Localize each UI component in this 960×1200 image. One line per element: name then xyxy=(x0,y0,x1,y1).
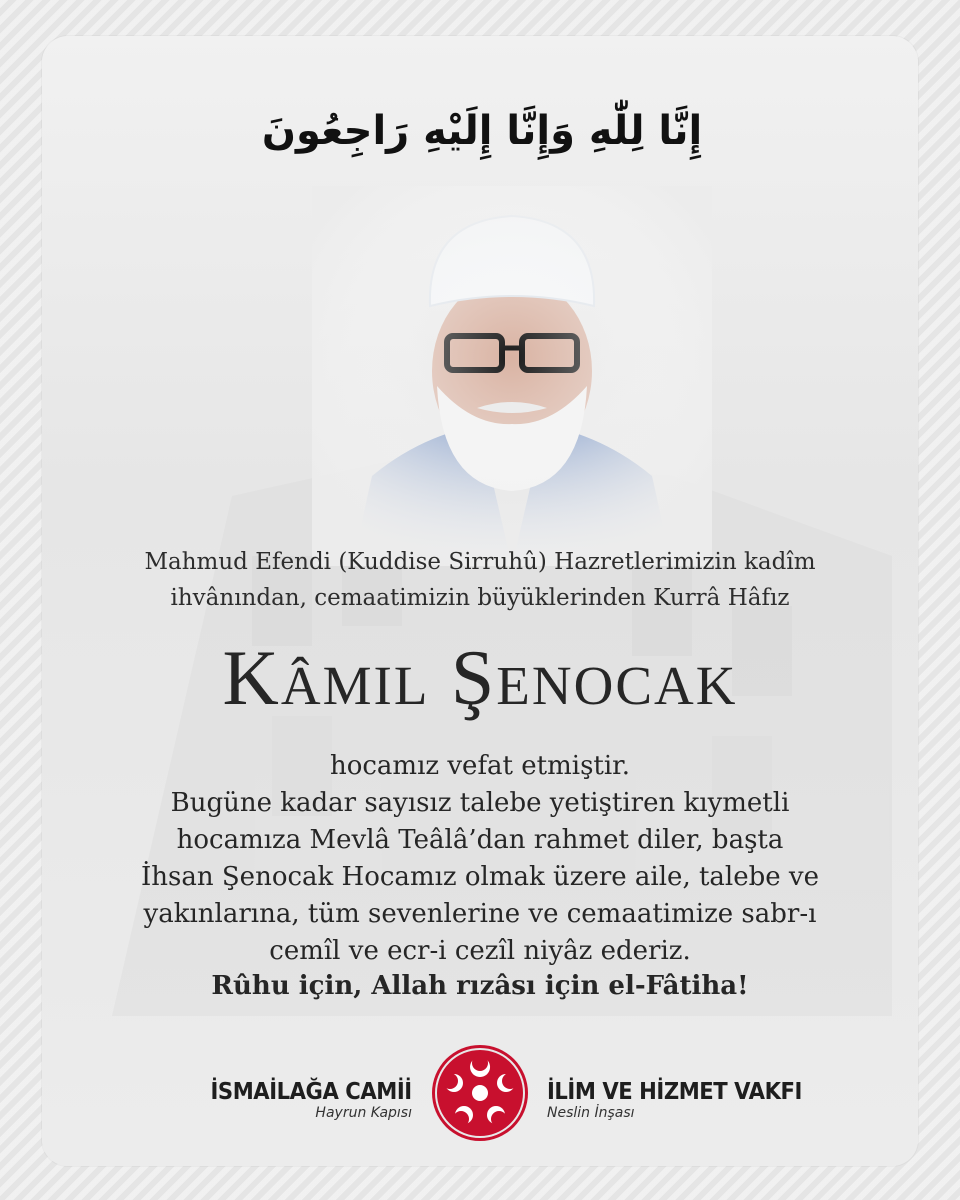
crescent-circle-logo-icon xyxy=(430,1043,530,1143)
body-line-1: hocamız vefat etmiştir. xyxy=(329,751,631,781)
body-line-3: hocamıza Mevlâ Teâlâ’dan rahmet diler, başta xyxy=(176,825,784,855)
footer-org-right xyxy=(547,1079,867,1121)
intro-line-1: Mahmud Efendi (Kuddise Sirruhû) Hazretlerimizin kadîm xyxy=(144,549,816,575)
body-line-4: İhsan Şenocak Hocamız olmak üzere aile, talebe ve xyxy=(141,862,819,892)
org-left-name: İSMAİLAĞA CAMİİ xyxy=(210,1079,412,1105)
org-left-tagline: Hayrun Kapısı xyxy=(315,1105,412,1121)
footer-org-left xyxy=(192,1079,412,1121)
portrait-photo xyxy=(312,186,712,566)
condolence-card xyxy=(42,36,918,1166)
svg-text:إِنَّا لِلّٰهِ وَإِنَّا إِلَيْ: إِنَّا لِلّٰهِ وَإِنَّا إِلَيْهِ رَاجِعُونَ xyxy=(261,108,703,154)
deceased-name: Kâmil Şenocak xyxy=(222,634,738,721)
body-line-6: cemîl ve ecr-i cezîl niyâz ederiz. xyxy=(269,936,691,966)
intro-line-2: ihvânından, cemaatimizin büyüklerinden Kurrâ Hâfız xyxy=(170,585,790,611)
body-line-5: yakınlarına, tüm sevenlerine ve cemaatimize sabr-ı xyxy=(143,899,817,929)
body-line-2: Bugüne kadar sayısız talebe yetiştiren kıymetli xyxy=(170,788,790,818)
fatiha-request: Rûhu için, Allah rızâsı için el-Fâtiha! xyxy=(211,971,749,1001)
org-right-tagline: Neslin İnşası xyxy=(547,1105,635,1121)
intro-text xyxy=(72,544,888,616)
arabic-calligraphy-logo xyxy=(261,74,703,184)
org-right-name: İLİM VE HİZMET VAKFI xyxy=(547,1079,802,1105)
condolence-body xyxy=(82,748,878,970)
